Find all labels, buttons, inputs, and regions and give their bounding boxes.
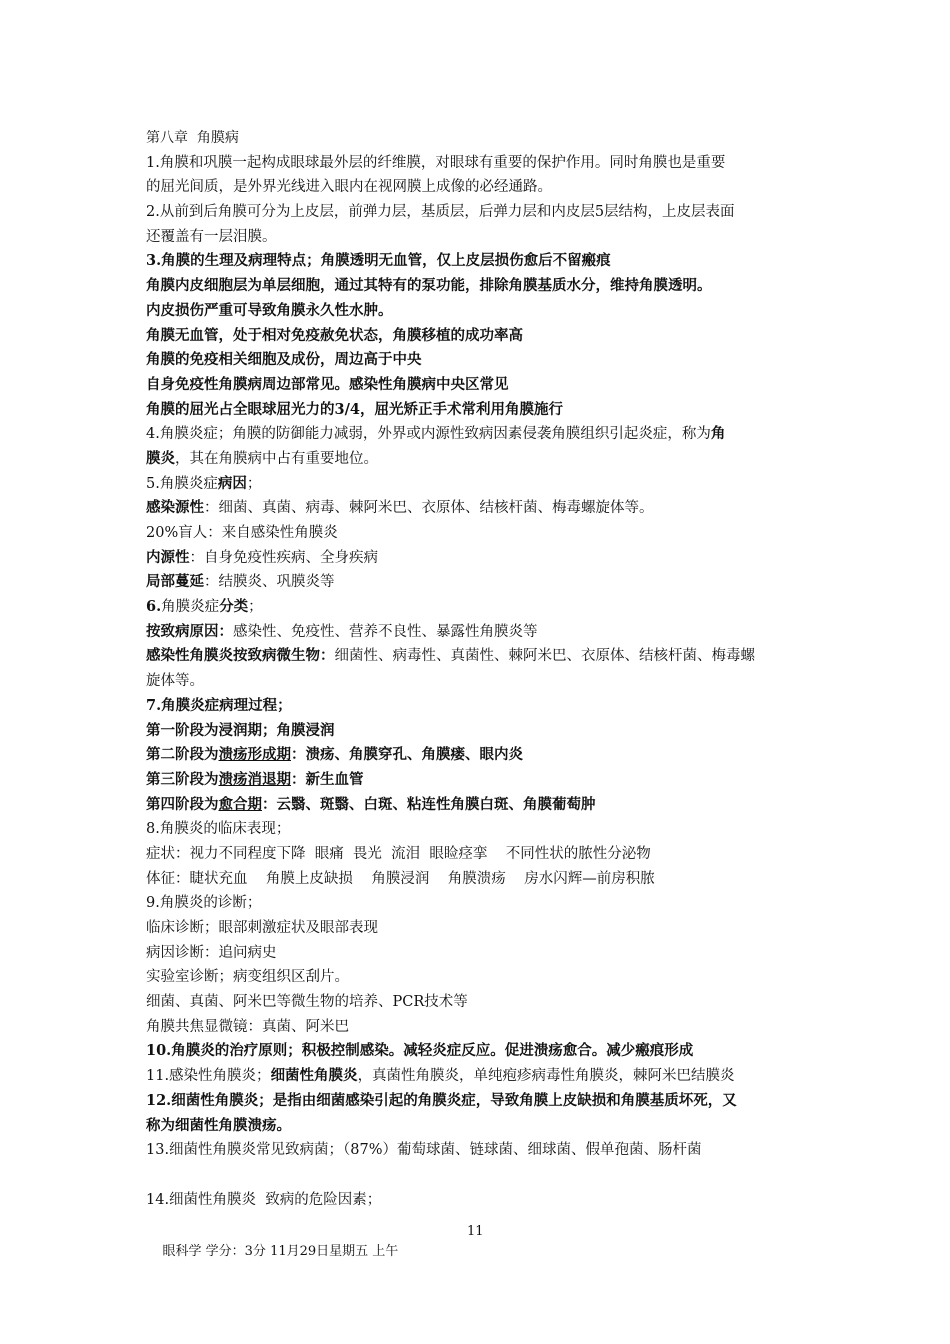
text-line — [146, 842, 812, 867]
text-segment: 第一阶段为浸润期；角膜浸润 — [146, 721, 335, 739]
text-line — [146, 595, 812, 620]
text-line — [146, 867, 812, 892]
document-body — [146, 126, 812, 1212]
text-segment: 角膜内皮细胞层为单层细胞，通过其特有的泵功能，排除角膜基质水分，维持角膜透明。 — [146, 277, 712, 295]
text-segment: 感染性角膜炎按致病微生物： — [146, 647, 335, 665]
text-line — [146, 694, 812, 719]
text-line — [146, 891, 812, 916]
text-segment: 第三阶段为 — [146, 770, 219, 788]
blank-line — [146, 1163, 812, 1188]
text-segment: 膜炎 — [146, 449, 175, 467]
text-line — [146, 175, 812, 200]
text-segment: 10.角膜炎的治疗原则；积极控制感染。减轻炎症反应。促进溃疡愈合。减少瘢痕形成 — [146, 1042, 694, 1060]
text-segment: 症状：视力不同程度下降 眼痛 畏光 流泪 眼睑痉挛 不同性状的脓性分泌物 — [146, 845, 651, 862]
page-number: 11 — [467, 1224, 484, 1239]
text-line — [146, 1039, 812, 1064]
text-segment: 愈合期 — [218, 795, 262, 813]
text-segment: 11.感染性角膜炎； — [146, 1068, 271, 1085]
text-segment: 实验室诊断；病变组织区刮片。 — [146, 969, 349, 986]
text-segment: 9.角膜炎的诊断； — [146, 895, 262, 912]
text-line — [146, 373, 812, 398]
text-segment: 称为细菌性角膜溃疡。 — [146, 1116, 291, 1134]
text-segment: 感染性、免疫性、营养不良性、暴露性角膜炎等 — [233, 623, 538, 640]
text-segment: ：云翳、斑翳、白斑、粘连性角膜白斑、角膜葡萄肿 — [262, 795, 596, 813]
text-segment: 感染源性 — [146, 499, 204, 517]
text-segment: 1.角膜和巩膜一起构成眼球最外层的纤维膜，对眼球有重要的保护作用。同时角膜也是重要 — [146, 154, 726, 171]
text-line — [146, 669, 812, 694]
text-segment: 角膜炎症 — [161, 599, 220, 616]
text-segment: 5.角膜炎症 — [146, 475, 218, 492]
text-segment: 内皮损伤严重可导致角膜永久性水肿。 — [146, 301, 393, 319]
text-line — [146, 941, 812, 966]
text-segment: 的屈光间质，是外界光线进入眼内在视网膜上成像的必经通路。 — [146, 179, 552, 196]
text-segment: 体征：睫状充血 角膜上皮缺损 角膜浸润 角膜溃疡 房水闪辉—前房积脓 — [146, 870, 655, 887]
text-segment: 角膜的屈光占全眼球屈光力的3/4，屈光矫正手术常利用角膜施行 — [146, 400, 563, 418]
text-line — [146, 546, 812, 571]
text-line — [146, 1138, 812, 1163]
text-segment: ：结膜炎、巩膜炎等 — [204, 574, 335, 591]
text-segment: 13.细菌性角膜炎常见致病菌；（87%）葡萄球菌、链球菌、细球菌、假单孢菌、肠杆菌 — [146, 1142, 702, 1159]
text-segment: 角膜无血管，处于相对免疫赦免状态，角膜移植的成功率高 — [146, 326, 523, 344]
text-segment: 溃疡形成期 — [218, 746, 291, 764]
text-segment: 病因 — [217, 474, 247, 492]
text-line — [146, 274, 812, 299]
text-line — [146, 719, 812, 744]
text-line — [146, 200, 812, 225]
text-segment: 细菌性角膜炎 — [270, 1067, 358, 1085]
text-line — [146, 965, 812, 990]
text-line — [146, 1089, 812, 1114]
text-line — [146, 249, 812, 274]
text-segment: 溃疡消退期 — [218, 770, 291, 788]
text-line — [146, 1188, 812, 1213]
text-segment: 旋体等。 — [146, 673, 204, 690]
text-line — [146, 570, 812, 595]
text-line — [146, 151, 812, 176]
text-line — [146, 620, 812, 645]
text-line — [146, 743, 812, 768]
text-line — [146, 472, 812, 497]
text-line — [146, 324, 812, 349]
text-line — [146, 817, 812, 842]
text-segment: 20%盲人：来自感染性角膜炎 — [146, 525, 338, 541]
text-segment: 局部蔓延 — [146, 573, 204, 591]
text-segment: 按致病原因： — [146, 622, 233, 640]
text-segment: 7.角膜炎症病理过程； — [146, 696, 292, 714]
text-segment: 自身免疫性角膜病周边部常见。感染性角膜病中央区常见 — [146, 375, 509, 393]
text-line — [146, 768, 812, 793]
text-line — [146, 496, 812, 521]
text-line — [146, 1064, 812, 1089]
text-line — [146, 398, 812, 423]
text-segment: 角膜共焦显微镜：真菌、阿米巴 — [146, 1018, 349, 1035]
text-segment: 角膜的免疫相关细胞及成份，周边高于中央 — [146, 351, 422, 369]
text-segment: ； — [246, 475, 262, 492]
text-segment: ，其在角膜病中占有重要地位。 — [175, 450, 378, 467]
text-segment: 还覆盖有一层泪膜。 — [146, 228, 277, 245]
text-line — [146, 1015, 812, 1040]
text-segment: 6. — [146, 598, 162, 616]
text-segment: 临床诊断；眼部刺激症状及眼部表现 — [146, 920, 378, 936]
text-segment: ：新生血管 — [291, 770, 364, 788]
text-segment: ：细菌、真菌、病毒、棘阿米巴、衣原体、结核杆菌、梅毒螺旋体等。 — [204, 500, 654, 517]
text-segment: 12.细菌性角膜炎；是指由细菌感染引起的角膜炎症，导致角膜上皮缺损和角膜基质坏死，又 — [146, 1091, 737, 1109]
text-segment: 病因诊断：追问病史 — [146, 944, 277, 961]
text-line — [146, 348, 812, 373]
text-segment: 4.角膜炎症；角膜的防御能力减弱，外界或内源性致病因素侵袭角膜组织引起炎症，称为 — [146, 426, 711, 443]
text-line — [146, 916, 812, 941]
text-segment: 14.细菌性角膜炎 致病的危险因素； — [146, 1191, 382, 1208]
text-segment: 细菌性、病毒性、真菌性、棘阿米巴、衣原体、结核杆菌、梅毒螺 — [334, 648, 755, 665]
text-segment: 角 — [710, 425, 726, 443]
text-segment: 第四阶段为 — [146, 795, 219, 813]
text-segment: 第八章 角膜病 — [146, 130, 239, 146]
text-line — [146, 644, 812, 669]
text-segment: 8.角膜炎的临床表现； — [146, 821, 291, 838]
text-segment: 3.角膜的生理及病理特点；角膜透明无血管，仅上皮层损伤愈后不留瘢痕 — [146, 252, 611, 270]
text-line — [146, 793, 812, 818]
text-line — [146, 447, 812, 472]
text-segment: 第二阶段为 — [146, 746, 219, 764]
text-segment: 细菌、真菌、阿米巴等微生物的培养、PCR技术等 — [146, 994, 468, 1011]
text-segment: ：溃疡、角膜穿孔、角膜瘘、眼内炎 — [291, 746, 523, 764]
text-line — [146, 225, 812, 250]
text-segment: 分类 — [219, 598, 249, 616]
text-line — [146, 422, 812, 447]
text-segment: 内源性 — [146, 548, 190, 566]
text-line — [146, 990, 812, 1015]
text-segment: ：自身免疫性疾病、全身疾病 — [189, 549, 378, 566]
text-line — [146, 521, 812, 546]
chapter-title — [146, 126, 812, 151]
page-footer — [146, 1222, 812, 1302]
text-segment: 2.从前到后角膜可分为上皮层，前弹力层，基质层，后弹力层和内皮层5层结构，上皮层表面 — [146, 204, 735, 221]
text-line — [146, 1114, 812, 1139]
text-line — [146, 299, 812, 324]
text-segment: ； — [248, 599, 263, 616]
text-segment: ，真菌性角膜炎，单纯疱疹病毒性角膜炎，棘阿米巴结膜炎 — [357, 1068, 735, 1085]
footer-text: 眼科学 学分：3分 11月29日星期五 上午 — [162, 1244, 399, 1259]
